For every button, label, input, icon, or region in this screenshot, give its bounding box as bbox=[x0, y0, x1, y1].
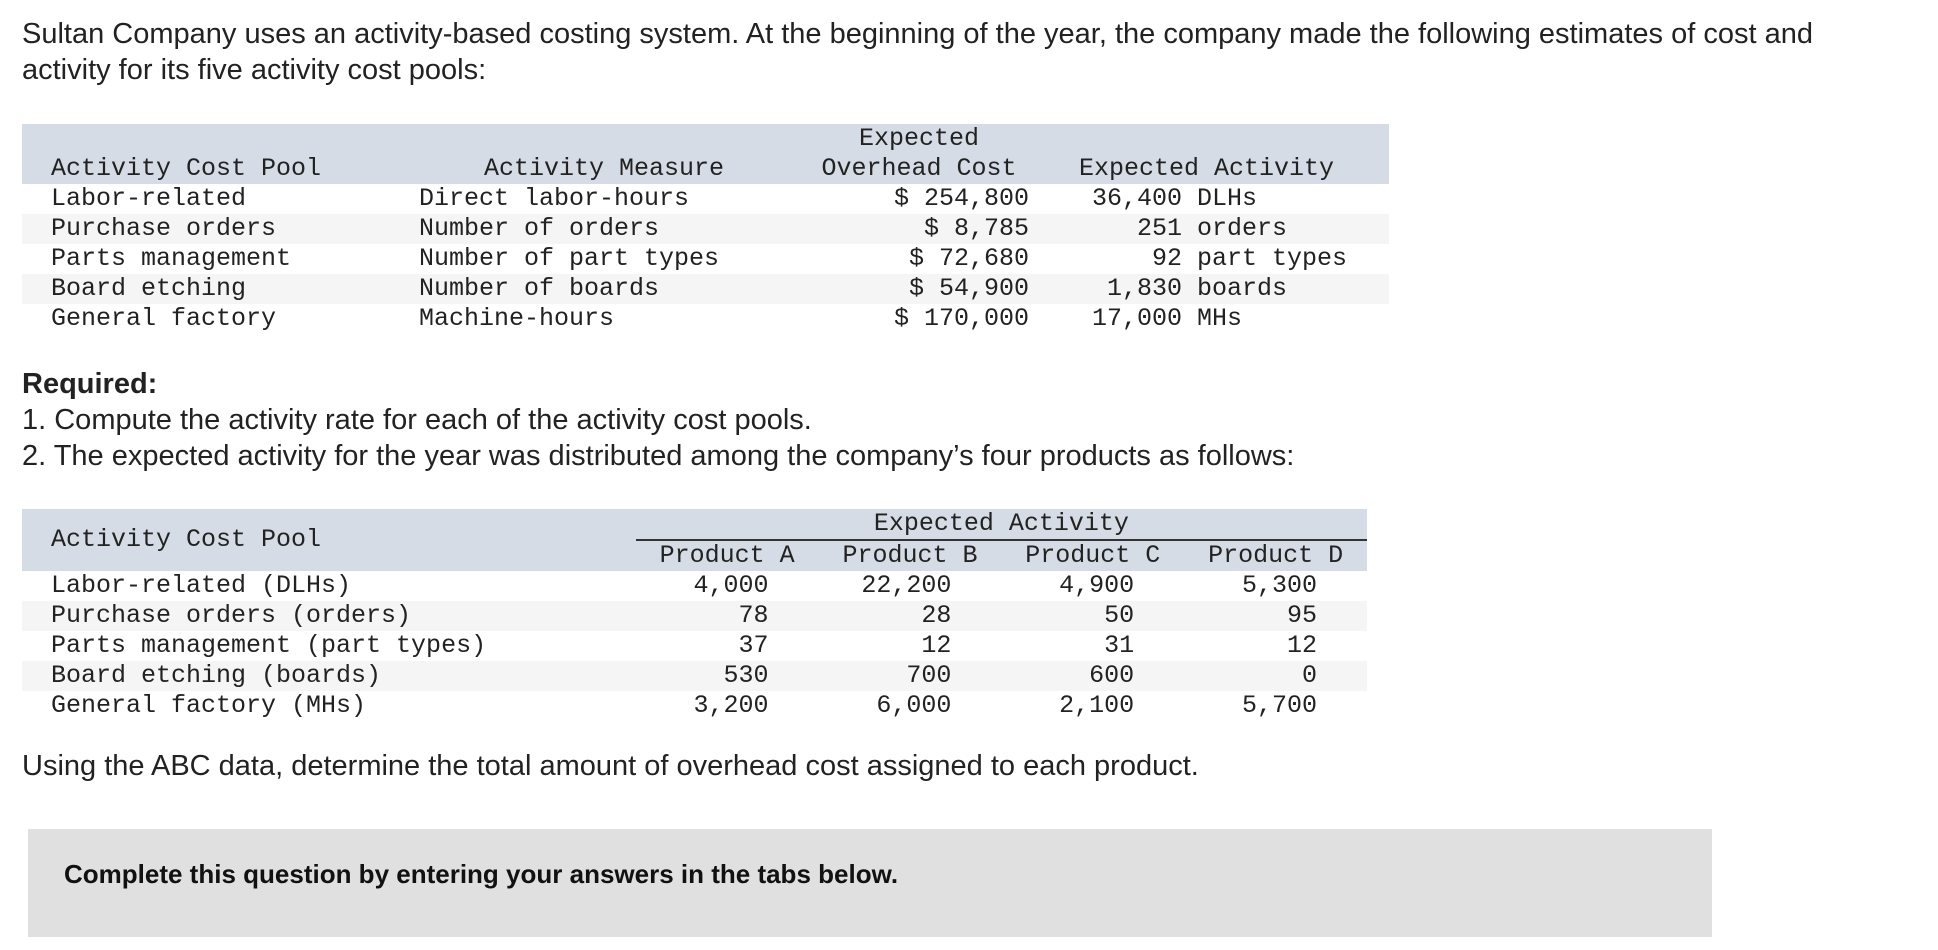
header-product-c: Product C bbox=[1025, 541, 1161, 570]
abc-instruction-text: Using the ABC data, determine the total amount of overhead cost assigned to each product. bbox=[22, 750, 1199, 782]
overhead-cost: $ 72,680 bbox=[908, 244, 1029, 273]
expected-activity bbox=[1049, 244, 1389, 274]
activity-qty: 251 bbox=[1136, 214, 1182, 243]
table2-header-row-1 bbox=[22, 509, 1367, 540]
product-d-value: 5,700 bbox=[1241, 691, 1317, 720]
product-c-value: 4,900 bbox=[1059, 571, 1135, 600]
header-product-a: Product A bbox=[659, 541, 795, 570]
activity-qty: 92 bbox=[1151, 244, 1182, 273]
expected-activity bbox=[1049, 304, 1389, 334]
table-row bbox=[22, 214, 1389, 244]
activity-measure: Number of boards bbox=[419, 274, 660, 303]
product-a-value: 4,000 bbox=[693, 571, 769, 600]
pool-name: Parts management bbox=[51, 244, 292, 273]
activity-measure: Number of orders bbox=[419, 214, 660, 243]
product-b-value: 22,200 bbox=[861, 571, 952, 600]
pool-name: General factory bbox=[51, 304, 277, 333]
product-d-value: 12 bbox=[1286, 631, 1317, 660]
product-a-value: 37 bbox=[738, 631, 769, 660]
activity-measure: Direct labor-hours bbox=[419, 184, 690, 213]
product-c-value: 50 bbox=[1104, 601, 1135, 630]
overhead-cost: $ 54,900 bbox=[908, 274, 1029, 303]
activity-unit: part types bbox=[1197, 244, 1348, 273]
table-row bbox=[22, 571, 1367, 601]
expected-activity bbox=[1049, 214, 1389, 244]
overhead-cost: $ 254,800 bbox=[893, 184, 1029, 213]
instruction-text: Complete this question by entering your answers in the tabs below. bbox=[64, 859, 899, 889]
product-b-value: 12 bbox=[921, 631, 952, 660]
product-a-value: 530 bbox=[723, 661, 769, 690]
pool-name: Parts management (part types) bbox=[51, 631, 487, 660]
required-item-2: 2. The expected activity for the year was distributed among the company’s four products as follows: bbox=[22, 440, 1295, 472]
product-c-value: 600 bbox=[1089, 661, 1135, 690]
intro-text: Sultan Company uses an activity-based costing system. At the beginning of the year, the company made the following estimates of cost and activity for its five activity cost pools: bbox=[22, 18, 1813, 86]
header-cost-line2: Overhead Cost bbox=[821, 154, 1017, 183]
product-b-value: 6,000 bbox=[876, 691, 952, 720]
pool-name: Labor-related bbox=[51, 184, 247, 213]
table-row bbox=[22, 691, 1367, 721]
product-d-value: 95 bbox=[1286, 601, 1317, 630]
pool-name: Purchase orders (orders) bbox=[51, 601, 412, 630]
product-d-value: 0 bbox=[1301, 661, 1317, 690]
header-activity-measure: Activity Measure bbox=[483, 154, 725, 183]
expected-activity bbox=[1049, 184, 1389, 214]
product-c-value: 31 bbox=[1104, 631, 1135, 660]
header-expected-activity: Expected Activity bbox=[1079, 154, 1335, 183]
activity-unit: orders bbox=[1197, 214, 1288, 243]
header-expected-activity: Expected Activity bbox=[636, 509, 1367, 540]
header-activity-cost-pool: Activity Cost Pool bbox=[51, 154, 322, 183]
table-row bbox=[22, 184, 1389, 214]
instruction-banner bbox=[28, 829, 1712, 937]
table-row bbox=[22, 244, 1389, 274]
header-product-b: Product B bbox=[842, 541, 978, 570]
table1-header-row bbox=[22, 124, 1389, 184]
pool-name: General factory (MHs) bbox=[51, 691, 367, 720]
activity-qty: 1,830 bbox=[1106, 274, 1182, 303]
required-title: Required: bbox=[22, 368, 158, 400]
header-product-d: Product D bbox=[1208, 541, 1344, 570]
overhead-cost: $ 8,785 bbox=[923, 214, 1029, 243]
pool-name: Labor-related (DLHs) bbox=[51, 571, 352, 600]
table-row bbox=[22, 304, 1389, 334]
activity-measure: Machine-hours bbox=[419, 304, 615, 333]
activity-unit: MHs bbox=[1197, 304, 1243, 333]
product-b-value: 28 bbox=[921, 601, 952, 630]
pool-name: Purchase orders bbox=[51, 214, 277, 243]
product-a-value: 3,200 bbox=[693, 691, 769, 720]
activity-unit: DLHs bbox=[1197, 184, 1258, 213]
table-row bbox=[22, 274, 1389, 304]
table-row bbox=[22, 631, 1367, 661]
activity-unit: boards bbox=[1197, 274, 1288, 303]
header-expected-overhead-cost bbox=[789, 124, 1049, 184]
table-row bbox=[22, 661, 1367, 691]
activity-measure: Number of part types bbox=[419, 244, 720, 273]
pool-name: Board etching (boards) bbox=[51, 661, 382, 690]
header-cost-line1: Expected bbox=[858, 124, 980, 153]
expected-activity-by-product-table bbox=[22, 509, 1367, 721]
product-a-value: 78 bbox=[738, 601, 769, 630]
product-b-value: 700 bbox=[906, 661, 952, 690]
activity-qty: 36,400 bbox=[1091, 184, 1182, 213]
product-d-value: 5,300 bbox=[1241, 571, 1317, 600]
product-c-value: 2,100 bbox=[1059, 691, 1135, 720]
pool-name: Board etching bbox=[51, 274, 247, 303]
required-item-1: 1. Compute the activity rate for each of the activity cost pools. bbox=[22, 404, 812, 436]
overhead-cost: $ 170,000 bbox=[893, 304, 1029, 333]
activity-qty: 17,000 bbox=[1091, 304, 1182, 333]
header-activity-cost-pool: Activity Cost Pool bbox=[51, 525, 322, 554]
expected-activity bbox=[1049, 274, 1389, 304]
activity-cost-pool-table bbox=[22, 124, 1389, 334]
required-section bbox=[22, 366, 1294, 474]
table-row bbox=[22, 601, 1367, 631]
